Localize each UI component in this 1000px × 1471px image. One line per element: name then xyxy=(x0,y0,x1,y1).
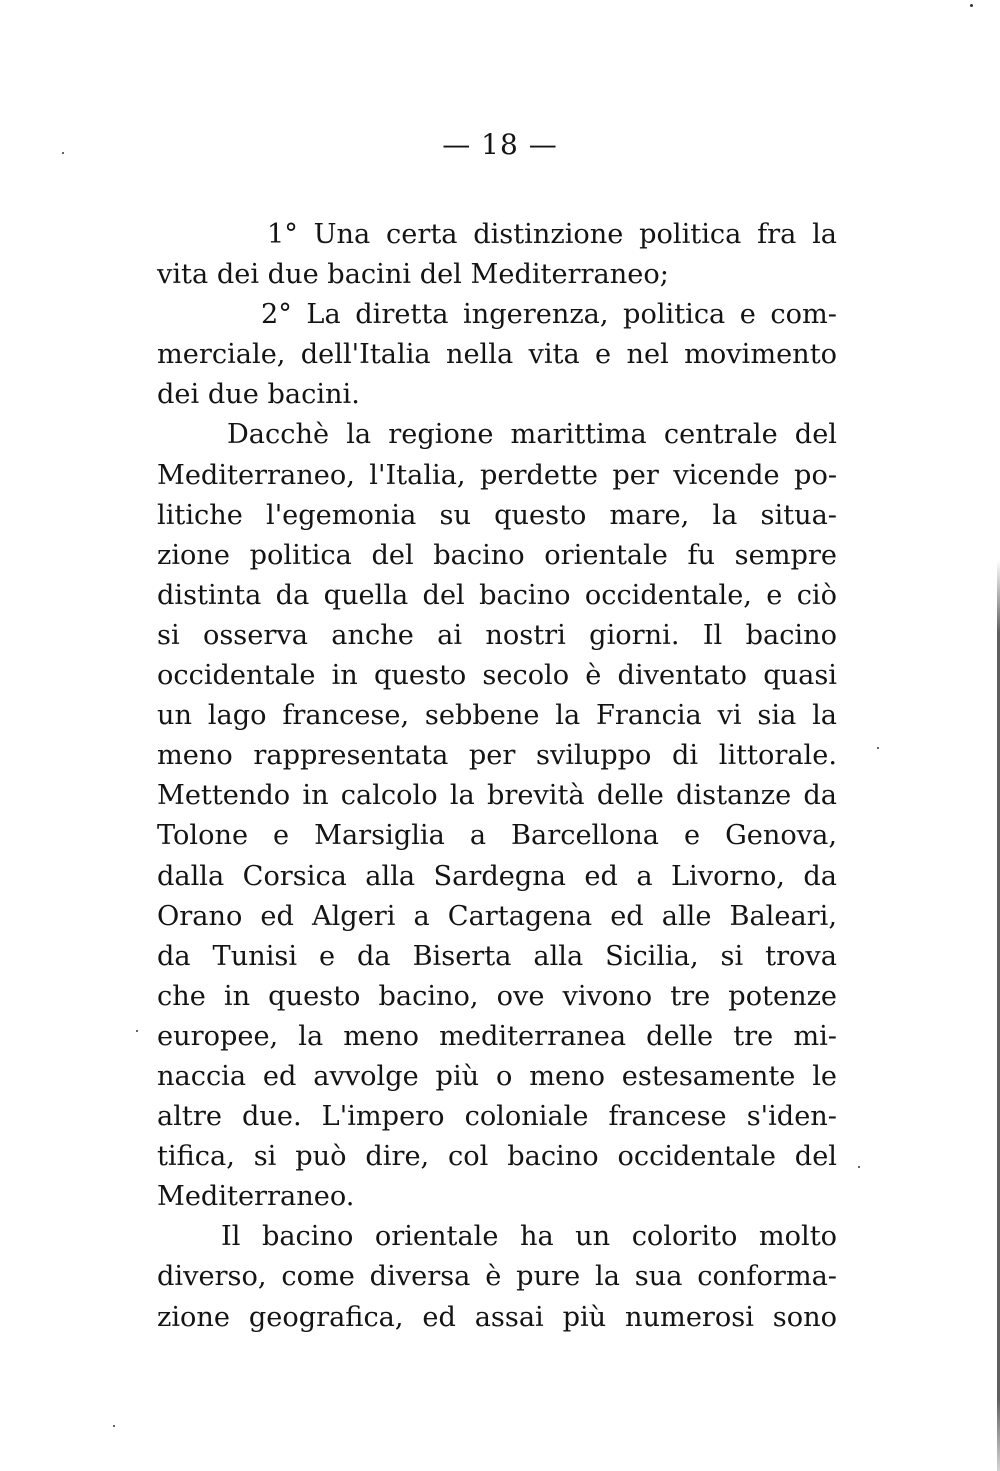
text-line: un lago francese, sebbene la Francia vi sia la xyxy=(157,700,837,732)
text-line: litiche l'egemonia su questo mare, la situa- xyxy=(157,499,837,531)
text-line: Mettendo in calcolo la brevità delle distanze da xyxy=(157,780,837,812)
text-line: diverso, come diversa è pure la sua conforma- xyxy=(157,1261,837,1293)
text-line: che in questo bacino, ove vivono tre potenze xyxy=(157,980,837,1012)
text-line: meno rappresentata per sviluppo di littorale. xyxy=(157,740,837,772)
text-line: Tolone e Marsiglia a Barcellona e Genova, xyxy=(157,820,837,852)
text-line: dalla Corsica alla Sardegna ed a Livorno, da xyxy=(157,860,837,892)
text-line: 2° La diretta ingerenza, politica e com- xyxy=(261,299,837,331)
text-line: europee, la meno mediterranea delle tre mi- xyxy=(157,1020,837,1052)
paper-speck xyxy=(858,1166,860,1168)
text-line: distinta da quella del bacino occidentale, e ciò xyxy=(157,579,837,611)
text-line: Dacchè la regione marittima centrale del xyxy=(227,419,837,451)
text-line: da Tunisi e da Biserta alla Sicilia, si trova xyxy=(157,940,837,972)
text-line: occidentale in questo secolo è diventato quasi xyxy=(157,660,837,692)
text-line: naccia ed avvolge più o meno estesamente le xyxy=(157,1060,837,1092)
text-line: merciale, dell'Italia nella vita e nel movimento xyxy=(157,339,837,371)
text-line: zione politica del bacino orientale fu sempre xyxy=(157,539,837,571)
paper-speck xyxy=(62,152,64,154)
text-line: si osserva anche ai nostri giorni. Il bacino xyxy=(157,619,837,651)
body-text xyxy=(157,215,837,1338)
text-line: Il bacino orientale ha un colorito molto xyxy=(221,1221,837,1253)
page-number: — 18 — xyxy=(442,128,558,161)
paper-speck xyxy=(970,4,973,7)
text-line: Mediterraneo. xyxy=(157,1181,355,1213)
text-line: altre due. L'impero coloniale francese s'iden- xyxy=(157,1101,837,1133)
text-line: dei due bacini. xyxy=(157,379,360,411)
text-line: tifica, si può dire, col bacino occidentale del xyxy=(157,1141,837,1173)
text-line: Orano ed Algeri a Cartagena ed alle Baleari, xyxy=(157,900,837,932)
text-line: 1° Una certa distinzione politica fra la xyxy=(267,219,837,250)
text-line: zione geografica, ed assai più numerosi sono xyxy=(157,1301,837,1333)
paper-speck xyxy=(113,1425,115,1427)
text-line: Mediterraneo, l'Italia, perdette per vicende po- xyxy=(157,459,837,491)
text-line: vita dei due bacini del Mediterraneo; xyxy=(157,259,669,291)
paper-speck xyxy=(877,747,879,749)
paper-speck xyxy=(136,1030,138,1032)
